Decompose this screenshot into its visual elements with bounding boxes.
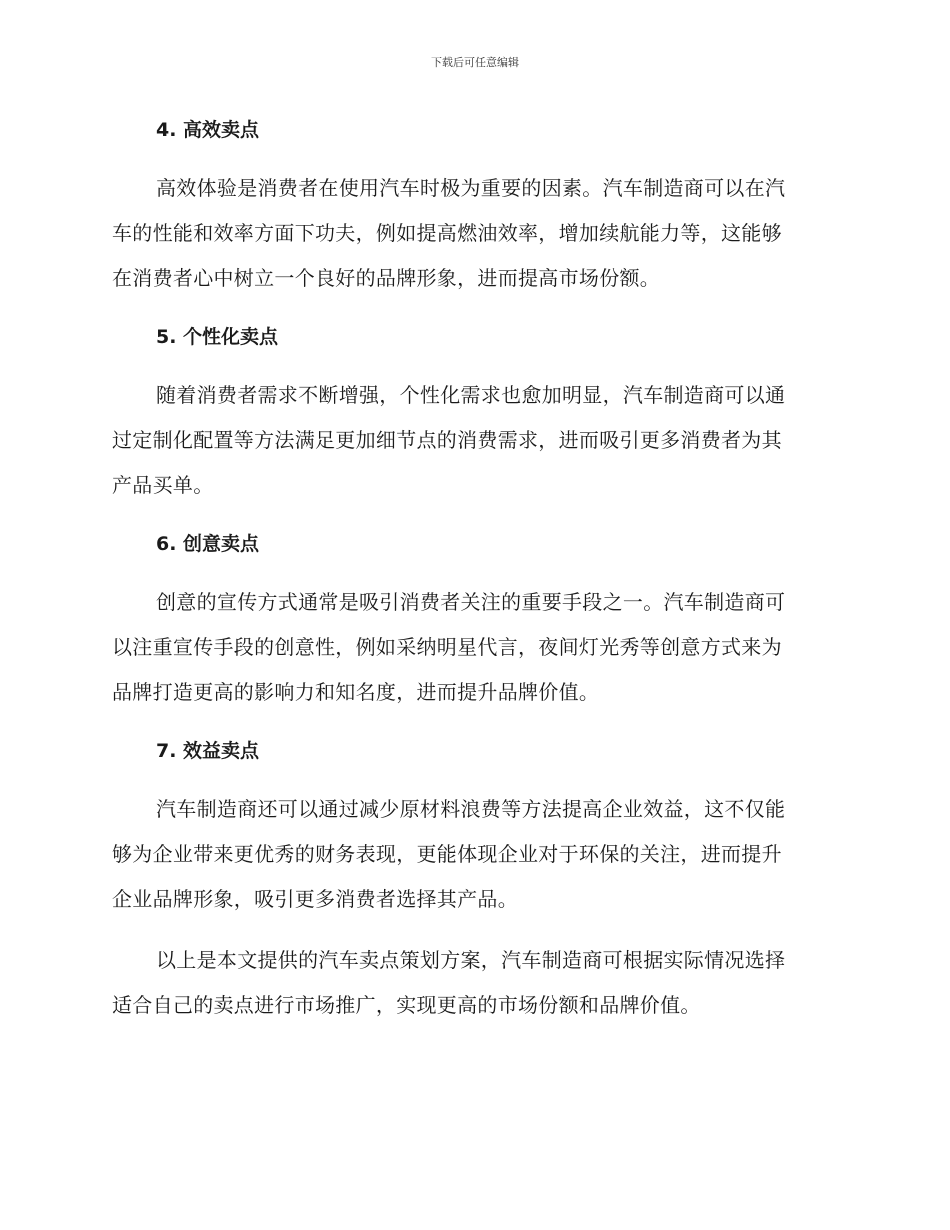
paragraph-line: 创意的宣传方式通常是吸引消费者关注的重要手段之一。汽车制造商可 bbox=[156, 590, 786, 614]
paragraph-line: 高效体验是消费者在使用汽车时极为重要的因素。汽车制造商可以在汽 bbox=[156, 176, 786, 200]
paragraph-line: 过定制化配置等方法满足更加细节点的消费需求，进而吸引更多消费者为其 bbox=[112, 428, 782, 452]
paragraph-line: 适合自己的卖点进行市场推广，实现更高的市场份额和品牌价值。 bbox=[112, 993, 701, 1017]
section-heading-efficiency: 4. 高效卖点 bbox=[156, 119, 260, 141]
paragraph-line: 以上是本文提供的汽车卖点策划方案，汽车制造商可根据实际情况选择 bbox=[156, 948, 786, 972]
conclusion-paragraph bbox=[112, 938, 832, 1028]
section-heading-creativity: 6. 创意卖点 bbox=[156, 533, 260, 555]
paragraph-line: 产品买单。 bbox=[112, 473, 214, 497]
paragraph-line: 车的性能和效率方面下功夫，例如提高燃油效率，增加续航能力等，这能够 bbox=[112, 221, 782, 245]
paragraph-line: 品牌打造更高的影响力和知名度，进而提升品牌价值。 bbox=[112, 680, 600, 704]
section-paragraph-creativity bbox=[112, 580, 832, 715]
section-paragraph-benefit bbox=[112, 787, 832, 922]
paragraph-line: 够为企业带来更优秀的财务表现，更能体现企业对于环保的关注，进而提升 bbox=[112, 842, 782, 866]
section-heading-personalization: 5. 个性化卖点 bbox=[156, 326, 279, 348]
page-header: 下载后可任意编辑 bbox=[431, 56, 519, 69]
paragraph-line: 在消费者心中树立一个良好的品牌形象，进而提高市场份额。 bbox=[112, 266, 661, 290]
paragraph-line: 随着消费者需求不断增强，个性化需求也愈加明显，汽车制造商可以通 bbox=[156, 383, 786, 407]
document-body bbox=[112, 110, 832, 1044]
section-paragraph-efficiency bbox=[112, 166, 832, 301]
section-paragraph-personalization bbox=[112, 373, 832, 508]
paragraph-line: 企业品牌形象，吸引更多消费者选择其产品。 bbox=[112, 887, 518, 911]
paragraph-line: 以注重宣传手段的创意性，例如采纳明星代言，夜间灯光秀等创意方式来为 bbox=[112, 635, 782, 659]
paragraph-line: 汽车制造商还可以通过减少原材料浪费等方法提高企业效益，这不仅能 bbox=[156, 797, 786, 821]
section-heading-benefit: 7. 效益卖点 bbox=[156, 740, 260, 762]
